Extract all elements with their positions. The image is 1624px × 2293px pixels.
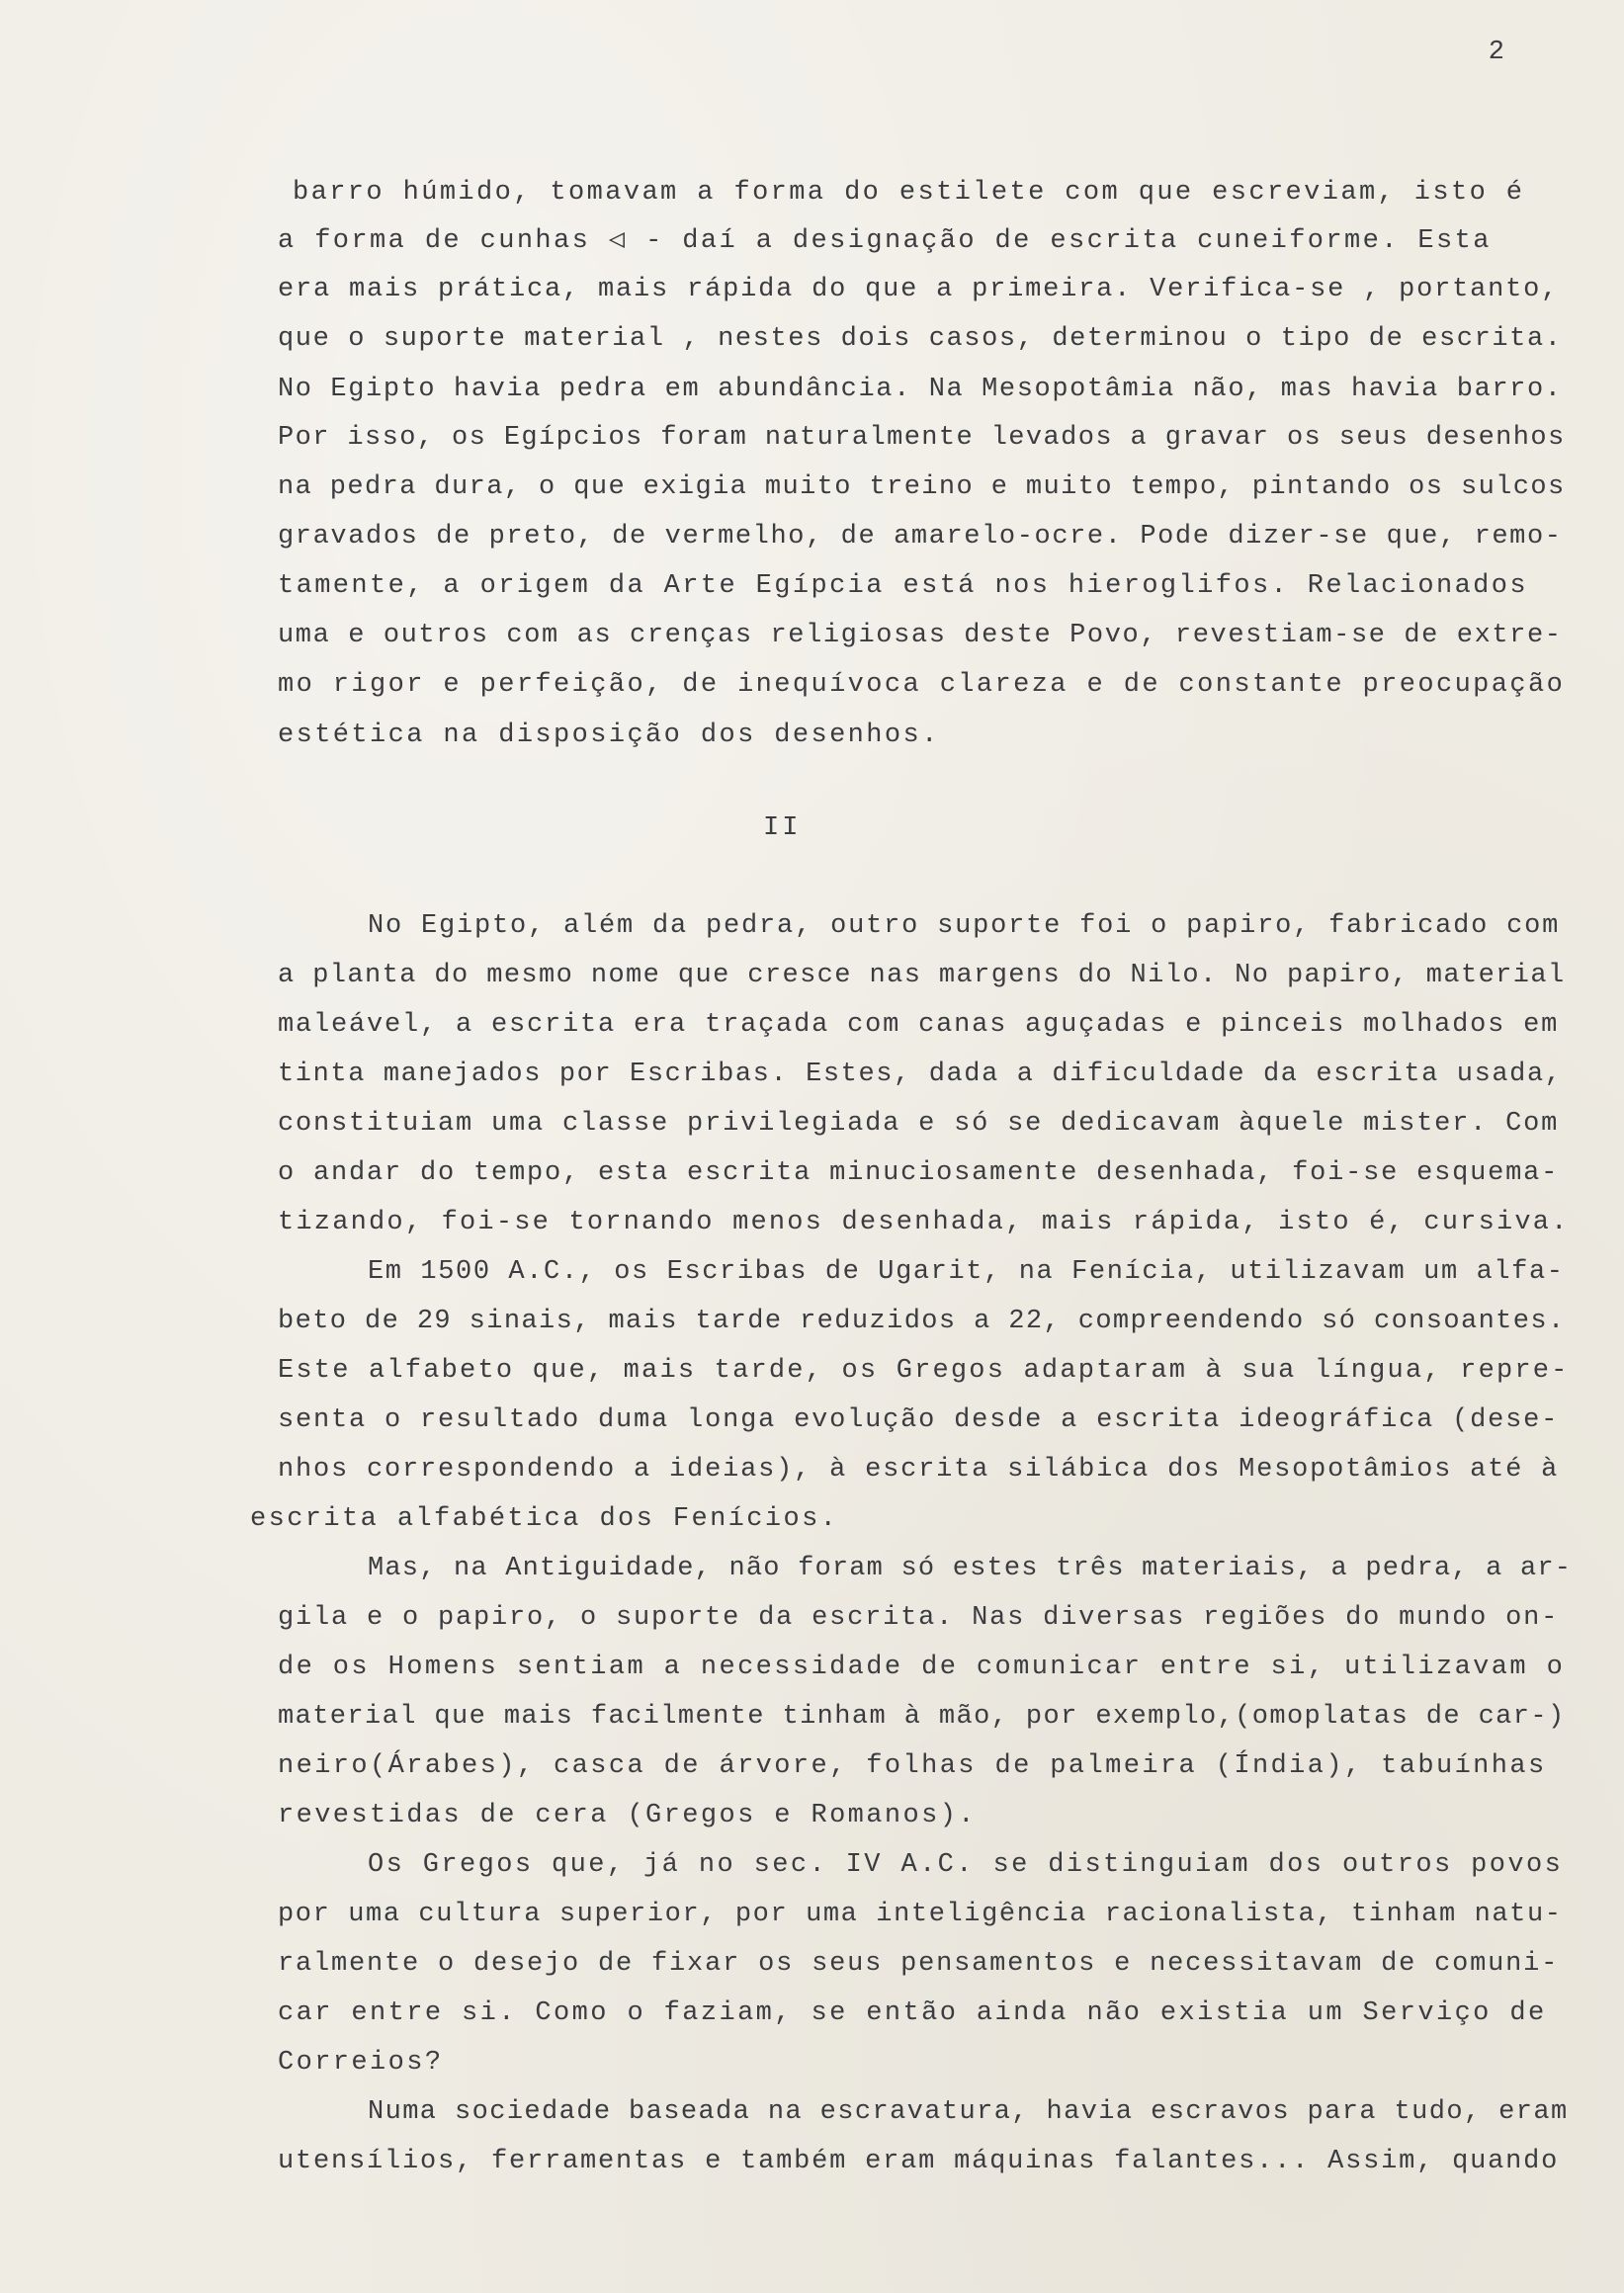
text-line: maleável, a escrita era traçada com canas aguçadas e pinceis molhados em (278, 1010, 1560, 1040)
text-line: na pedra dura, o que exigia muito treino e muito tempo, pintando os sulcos (278, 472, 1566, 502)
text-line: a forma de cunhas ◁ - daí a designação de escrita cuneiforme. Esta (278, 226, 1492, 256)
text-line: gravados de preto, de vermelho, de amarelo-ocre. Pode dizer-se que, remo- (278, 522, 1563, 552)
text-line: nhos correspondendo a ideias), à escrita silábica dos Mesopotâmios até à (278, 1455, 1560, 1485)
section-heading: II (763, 813, 802, 843)
text-line: Os Gregos que, já no sec. IV A.C. se distinguiam dos outros povos (368, 1850, 1564, 1880)
text-line: tizando, foi-se tornando menos desenhada, mais rápida, isto é, cursiva. (278, 1208, 1570, 1237)
text-line: barro húmido, tomavam a forma do estilete com que escreviam, isto é (293, 178, 1525, 208)
text-line: constituiam uma classe privilegiada e só se dedicavam àquele mister. Com (278, 1109, 1560, 1139)
text-line: que o suporte material , nestes dois casos, determinou o tipo de escrita. (278, 324, 1563, 354)
text-line: beto de 29 sinais, mais tarde reduzidos a 22, compreendendo só consoantes. (278, 1307, 1566, 1336)
text-line: de os Homens sentiam a necessidade de comunicar entre si, utilizavam o (278, 1653, 1566, 1682)
text-line: escrita alfabética dos Fenícios. (250, 1504, 839, 1534)
text-line: estética na disposição dos desenhos. (278, 721, 940, 750)
text-line: No Egipto, além da pedra, outro suporte foi o papiro, fabricado com (368, 911, 1561, 941)
text-line: car entre si. Como o faziam, se então ainda não existia um Serviço de (278, 1998, 1547, 2028)
text-line: o andar do tempo, esta escrita minuciosamente desenhada, foi-se esquema- (278, 1158, 1560, 1188)
text-line: neiro(Árabes), casca de árvore, folhas de palmeira (Índia), tabuínhas (278, 1751, 1547, 1781)
text-line: Por isso, os Egípcios foram naturalmente levados a gravar os seus desenhos (278, 423, 1566, 453)
text-line: Numa sociedade baseada na escravatura, havia escravos para tudo, eram (368, 2097, 1569, 2127)
text-line: senta o resultado duma longa evolução desde a escrita ideográfica (dese- (278, 1405, 1560, 1435)
text-line: Em 1500 A.C., os Escribas de Ugarit, na Fenícia, utilizavam um alfa- (368, 1257, 1565, 1287)
text-line: Correios? (278, 2048, 444, 2078)
page-number: 2 (1488, 38, 1505, 67)
text-line: uma e outros com as crenças religiosas deste Povo, revestiam-se de extre- (278, 621, 1563, 650)
text-line: tamente, a origem da Arte Egípcia está nos hieroglifos. Relacionados (278, 571, 1528, 601)
text-line: revestidas de cera (Gregos e Romanos). (278, 1801, 977, 1830)
text-line: mo rigor e perfeição, de inequívoca clareza e de constante preocupação (278, 670, 1566, 700)
text-line: a planta do mesmo nome que cresce nas margens do Nilo. No papiro, material (278, 961, 1566, 990)
text-line: No Egipto havia pedra em abundância. Na Mesopotâmia não, mas havia barro. (278, 375, 1563, 404)
text-line: Este alfabeto que, mais tarde, os Gregos adaptaram à sua língua, repre- (278, 1356, 1570, 1386)
text-line: utensílios, ferramentas e também eram máquinas falantes... Assim, quando (278, 2147, 1560, 2176)
text-line: por uma cultura superior, por uma inteligência racionalista, tinham natu- (278, 1900, 1563, 1929)
text-line: material que mais facilmente tinham à mão, por exemplo,(omoplatas de car-) (278, 1702, 1566, 1732)
text-line: gila e o papiro, o suporte da escrita. Nas diversas regiões do mundo on- (278, 1603, 1560, 1633)
text-line: Mas, na Antiguidade, não foram só estes três materiais, a pedra, a ar- (368, 1554, 1573, 1583)
text-line: tinta manejados por Escribas. Estes, dada a dificuldade da escrita usada, (278, 1060, 1563, 1089)
text-line: era mais prática, mais rápida do que a primeira. Verifica-se , portanto, (278, 275, 1560, 304)
text-line: ralmente o desejo de fixar os seus pensamentos e necessitavam de comuni- (278, 1949, 1560, 1979)
